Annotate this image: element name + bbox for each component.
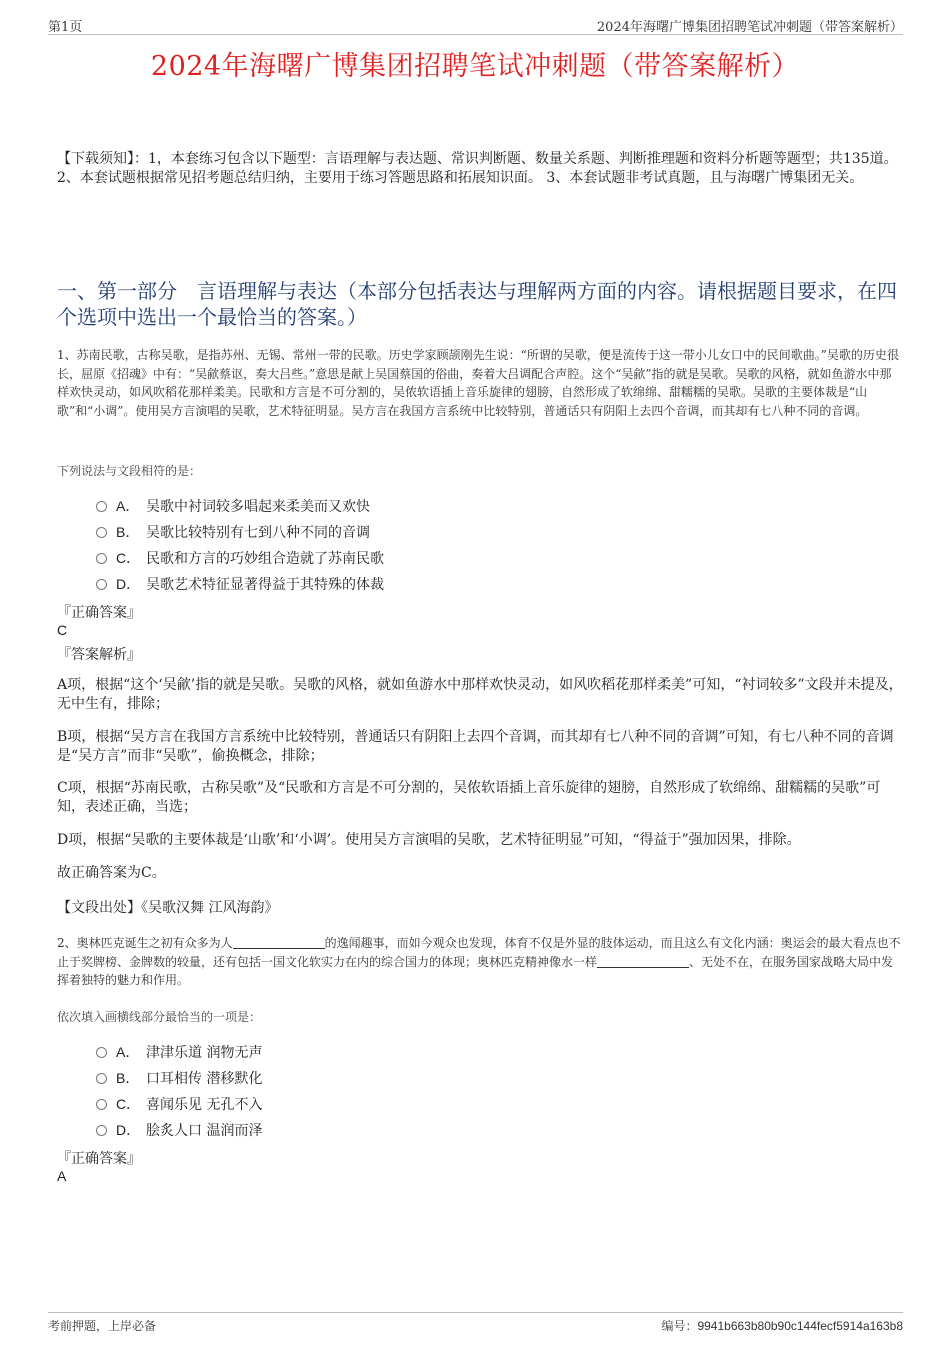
q1-answer: C <box>57 622 68 638</box>
option-text: 吴歌艺术特征显著得益于其特殊的体裁 <box>146 577 384 593</box>
option-letter: D． <box>116 576 141 592</box>
option-text: 吴歌中衬词较多唱起来柔美而又欢快 <box>146 499 370 515</box>
q1-answer-label: 『正确答案』 <box>57 605 141 621</box>
fill-blank-2 <box>597 955 689 968</box>
q2-answer-label: 『正确答案』 <box>57 1151 141 1167</box>
q1-analysis-a: A项，根据“这个‘吴歈’指的就是吴歌。吴歌的风格，就如鱼游水中那样欢快灵动，如风吹稻花那样柔美”可知，“衬词较多”文段并未提及，无中生有，排除； <box>57 677 903 712</box>
document-title: 2024年海曙广博集团招聘笔试冲刺题（带答案解析） <box>150 51 800 82</box>
q1-analysis-c: C项，根据“苏南民歌，古称吴歌”及“民歌和方言是不可分割的，吴侬软语插上音乐旋律的翅膀，自然形成了软绵绵、甜糯糯的吴歌”可知，表述正确，当选； <box>57 780 881 815</box>
radio-icon[interactable] <box>96 527 107 538</box>
option-letter: C． <box>116 550 141 566</box>
option-text: 脍炙人口 温润而泽 <box>146 1123 263 1139</box>
option-text: 民歌和方言的巧妙组合造就了苏南民歌 <box>146 551 384 567</box>
q1-conclusion: 故正确答案为C。 <box>57 865 166 881</box>
option-text: 口耳相传 潜移默化 <box>146 1071 263 1087</box>
option-text: 吴歌比较特别有七到八种不同的音调 <box>146 525 370 541</box>
option-letter: C． <box>116 1096 141 1112</box>
option-text: 津津乐道 润物无声 <box>146 1045 263 1061</box>
q1-analysis-b: B项，根据“吴方言在我国方言系统中比较特别，普通话只有阴阳上去四个音调，而其却有七八种不同的音调”可知，有七八种不同的音调是“吴方言”而非“吴歌”，偷换概念，排除； <box>57 729 894 764</box>
question-2-text: 2、奥林匹克诞生之初有众多为人 的逸闻趣事，而如今观众也发现，体育不仅是外显的肢体运动，而且这么有文化内涵：奥运会的最大看点也不止于奖牌榜、金牌数的较量，还有包括一国文化软实力在内的综合国力的体现；奥林匹克精神像水一样 、无处不在，在服务国家战略大局中发挥着独特的魅力和作用。 <box>57 936 901 987</box>
radio-icon[interactable] <box>96 1125 107 1136</box>
header-doc-title: 2024年海曙广博集团招聘笔试冲刺题（带答案解析） <box>596 20 903 35</box>
radio-icon[interactable] <box>96 1073 107 1084</box>
question-2-prompt: 依次填入画横线部分最恰当的一项是： <box>57 1010 262 1024</box>
footer-slogan: 考前押题，上岸必备 <box>48 1319 157 1333</box>
q2-option-c[interactable] <box>96 1094 262 1114</box>
q1-source: 【文段出处】《吴歌汉舞 江风海韵》 <box>57 900 279 916</box>
q1-analysis-label: 『答案解析』 <box>57 647 141 663</box>
radio-icon[interactable] <box>96 579 107 590</box>
page-number: 第1页 <box>48 20 83 35</box>
q1-option-b[interactable] <box>96 522 370 542</box>
option-letter: B． <box>116 524 140 540</box>
q2-option-a[interactable] <box>96 1042 262 1062</box>
radio-icon[interactable] <box>96 501 107 512</box>
option-letter: B． <box>116 1070 140 1086</box>
q1-option-a[interactable] <box>96 496 370 516</box>
q1-option-c[interactable] <box>96 548 384 568</box>
option-letter: D． <box>116 1122 141 1138</box>
radio-icon[interactable] <box>96 1047 107 1058</box>
option-letter: A． <box>116 1044 140 1060</box>
q2-option-d[interactable] <box>96 1120 262 1140</box>
fill-blank-1 <box>233 936 325 949</box>
question-1-prompt: 下列说法与文段相符的是： <box>57 464 202 478</box>
question-1-text: 1、苏南民歌，古称吴歌，是指苏州、无锡、常州一带的民歌。历史学家顾颉刚先生说：“所谓的吴歌，便是流传于这一带小儿女口中的民间歌曲。”吴歌的历史很长，屈原《招魂》中有：“吴歈蔡讴，奏大吕些。”意思是献上吴国蔡国的俗曲，奏着大吕调配合声腔。这个“吴歈”指的就是吴歌。吴歌的风格，就如鱼游水中那样欢快灵动，如风吹稻花那样柔美。民歌和方言是不可分割的，吴侬软语插上音乐旋律的翅膀，自然形成了软绵绵、甜糯糯的吴歌。吴歌的主要体裁是“山歌”和“小调”。使用吴方言演唱的吴歌，艺术特征明显。吴方言在我国方言系统中比较特别，普通话只有阴阳上去四个音调，而其却有七八种不同的音调。 <box>57 348 899 418</box>
section-title: 一、第一部分 言语理解与表达（本部分包括表达与理解两方面的内容。请根据题目要求，在四个选项中选出一个最恰当的答案。） <box>57 279 897 329</box>
page-footer <box>48 1312 903 1333</box>
radio-icon[interactable] <box>96 1099 107 1110</box>
page-header <box>48 14 903 35</box>
q2-answer: A <box>57 1168 67 1184</box>
q2-option-b[interactable] <box>96 1068 262 1088</box>
option-letter: A． <box>116 498 140 514</box>
footer-code: 编号：9941b663b80b90c144fecf5914a163b8 <box>661 1319 903 1333</box>
q1-analysis-d: D项，根据“吴歌的主要体裁是‘山歌’和‘小调’。使用吴方言演唱的吴歌，艺术特征明显”可知，“得益于”强加因果，排除。 <box>57 832 801 848</box>
q1-option-d[interactable] <box>96 574 384 594</box>
radio-icon[interactable] <box>96 553 107 564</box>
option-text: 喜闻乐见 无孔不入 <box>146 1097 263 1113</box>
download-notice: 【下载须知】：1，本套练习包含以下题型：言语理解与表达题、常识判断题、数量关系题、判断推理题和资料分析题等题型；共135道。 2、本套试题根据常见招考题总结归纳，主要用于练习答题思路和拓展知识面。 3、本套试题非考试真题，且与海曙广博集团无关。 <box>57 151 898 186</box>
